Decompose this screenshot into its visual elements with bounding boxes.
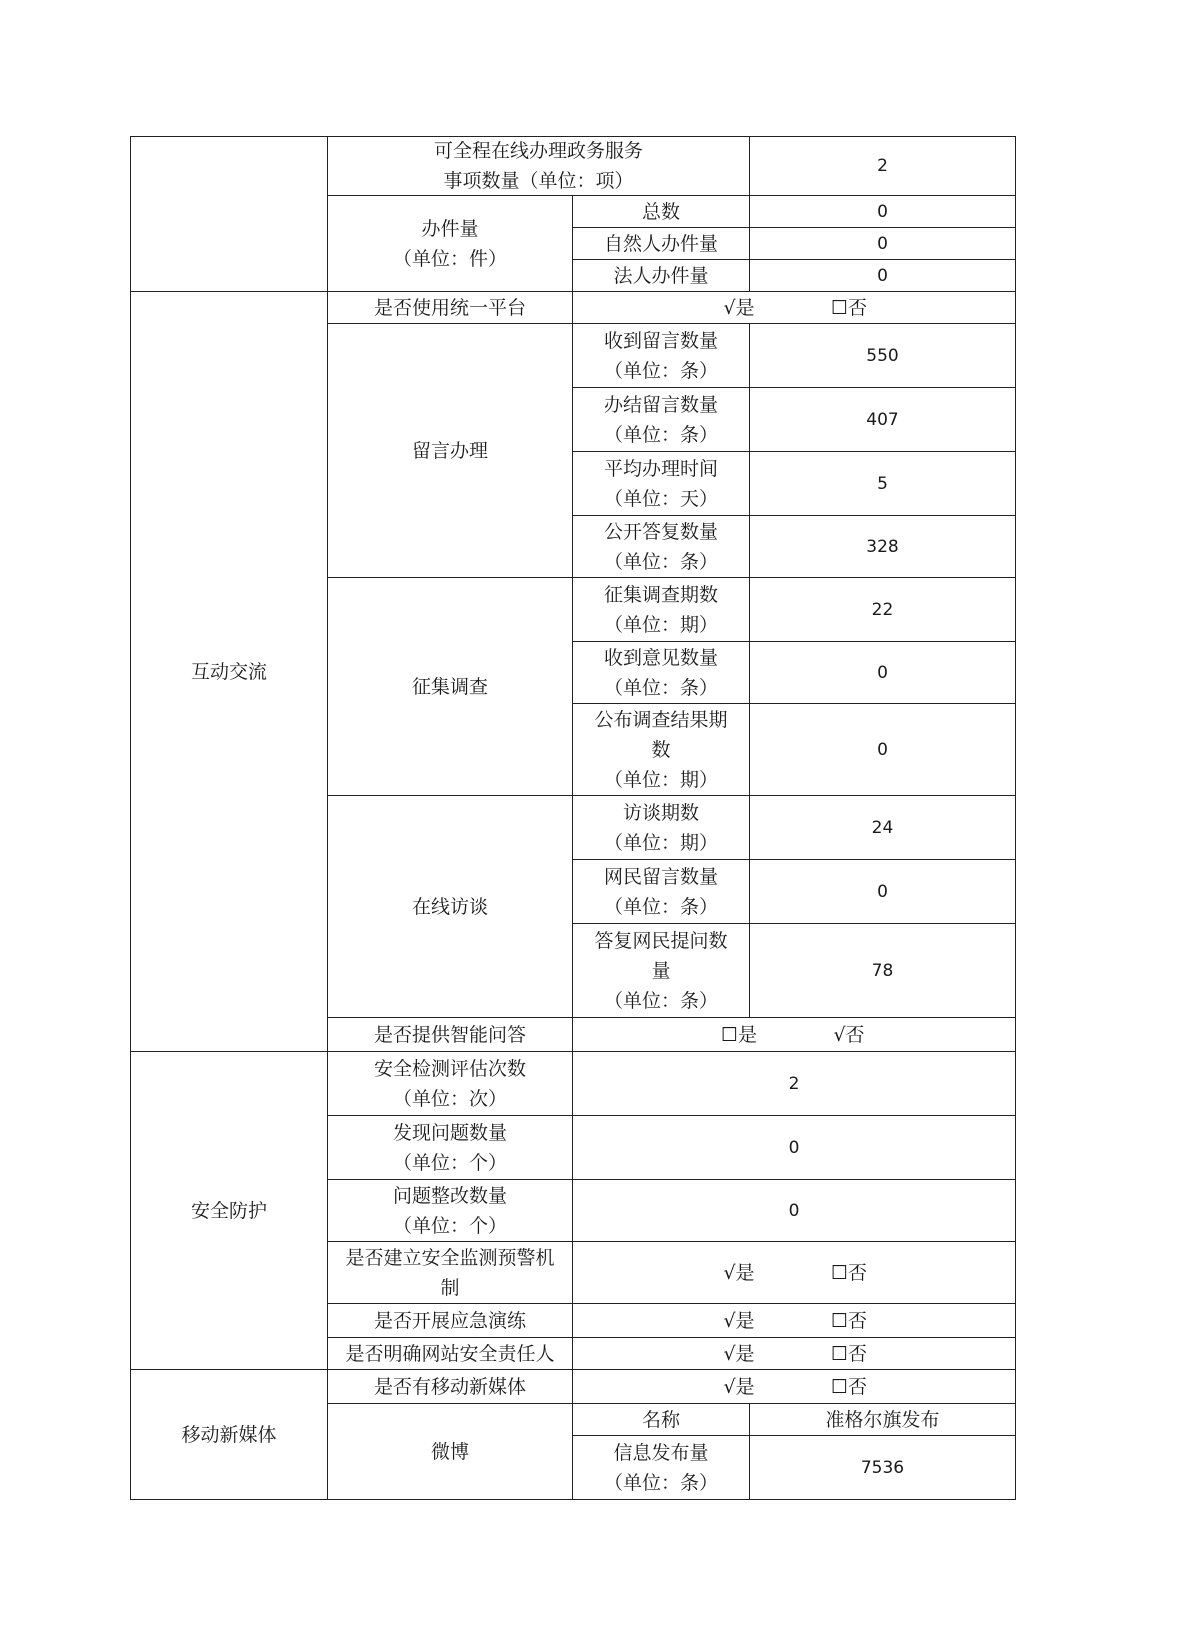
platform-label: 是否使用统一平台 <box>328 292 573 324</box>
online-items-value: 2 <box>750 136 1016 196</box>
messages-received-value: 550 <box>750 324 1016 388</box>
weibo-posts-label: 信息发布量 （单位：条） <box>573 1436 750 1500</box>
messages-avg-time-value: 5 <box>750 452 1016 516</box>
security-tests-label: 安全检测评估次数 （单位：次） <box>328 1052 573 1116</box>
security-issues-value: 0 <box>573 1116 1016 1180</box>
interview-label: 在线访谈 <box>328 796 573 1018</box>
security-responsible-no: ☐否 <box>830 1342 868 1365</box>
security-drill-choice <box>573 1304 1016 1338</box>
interview-answers-value: 78 <box>750 924 1016 1018</box>
weibo-label: 微博 <box>328 1404 573 1500</box>
survey-opinions-value: 0 <box>750 642 1016 704</box>
interview-periods-value: 24 <box>750 796 1016 860</box>
interview-answers-label: 答复网民提问数 量 （单位：条） <box>573 924 750 1018</box>
security-drill-yes: √是 <box>723 1309 755 1332</box>
messages-public-value: 328 <box>750 516 1016 578</box>
security-responsible-label: 是否明确网站安全责任人 <box>328 1338 573 1370</box>
volume-total-label: 总数 <box>573 196 750 228</box>
online-items-label: 可全程在线办理政务服务 事项数量（单位：项） <box>328 136 750 196</box>
interview-messages-label: 网民留言数量 （单位：条） <box>573 860 750 924</box>
security-drill-label: 是否开展应急演练 <box>328 1304 573 1338</box>
volume-total-value: 0 <box>750 196 1016 228</box>
survey-periods-value: 22 <box>750 578 1016 642</box>
volume-legal-value: 0 <box>750 260 1016 292</box>
security-warning-no: ☐否 <box>830 1261 868 1284</box>
survey-results-value: 0 <box>750 704 1016 796</box>
volume-natural-value: 0 <box>750 228 1016 260</box>
platform-no: ☐否 <box>830 296 868 319</box>
media-has-no: ☐否 <box>830 1375 868 1398</box>
weibo-name-label: 名称 <box>573 1404 750 1436</box>
volume-label: 办件量 （单位：件） <box>328 196 573 292</box>
messages-completed-label: 办结留言数量 （单位：条） <box>573 388 750 452</box>
messages-public-label: 公开答复数量 （单位：条） <box>573 516 750 578</box>
security-responsible-yes: √是 <box>723 1342 755 1365</box>
security-responsible-choice <box>573 1338 1016 1370</box>
smart-qa-choice <box>573 1018 1016 1052</box>
interview-messages-value: 0 <box>750 860 1016 924</box>
security-drill-no: ☐否 <box>830 1309 868 1332</box>
security-warning-yes: √是 <box>723 1261 755 1284</box>
weibo-posts-value: 7536 <box>750 1436 1016 1500</box>
survey-periods-label: 征集调查期数 （单位：期） <box>573 578 750 642</box>
security-tests-value: 2 <box>573 1052 1016 1116</box>
survey-results-label: 公布调查结果期 数 （单位：期） <box>573 704 750 796</box>
category-media: 移动新媒体 <box>130 1370 328 1500</box>
messages-label: 留言办理 <box>328 324 573 578</box>
category-cell-empty <box>130 136 328 292</box>
category-interaction: 互动交流 <box>130 292 328 1052</box>
statistics-table <box>130 136 1016 1500</box>
security-fixed-label: 问题整改数量 （单位：个） <box>328 1180 573 1242</box>
media-has-yes: √是 <box>723 1375 755 1398</box>
smart-qa-yes: ☐是 <box>720 1023 758 1046</box>
media-has-choice <box>573 1370 1016 1404</box>
media-has-label: 是否有移动新媒体 <box>328 1370 573 1404</box>
weibo-name-value: 准格尔旗发布 <box>750 1404 1016 1436</box>
volume-natural-label: 自然人办件量 <box>573 228 750 260</box>
security-warning-choice <box>573 1242 1016 1304</box>
category-security: 安全防护 <box>130 1052 328 1370</box>
interview-periods-label: 访谈期数 （单位：期） <box>573 796 750 860</box>
survey-opinions-label: 收到意见数量 （单位：条） <box>573 642 750 704</box>
volume-legal-label: 法人办件量 <box>573 260 750 292</box>
platform-choice <box>573 292 1016 324</box>
security-fixed-value: 0 <box>573 1180 1016 1242</box>
messages-avg-time-label: 平均办理时间 （单位：天） <box>573 452 750 516</box>
smart-qa-label: 是否提供智能问答 <box>328 1018 573 1052</box>
security-issues-label: 发现问题数量 （单位：个） <box>328 1116 573 1180</box>
messages-received-label: 收到留言数量 （单位：条） <box>573 324 750 388</box>
platform-yes: √是 <box>723 296 755 319</box>
security-warning-label: 是否建立安全监测预警机 制 <box>328 1242 573 1304</box>
messages-completed-value: 407 <box>750 388 1016 452</box>
smart-qa-no: √否 <box>833 1023 865 1046</box>
survey-label: 征集调查 <box>328 578 573 796</box>
